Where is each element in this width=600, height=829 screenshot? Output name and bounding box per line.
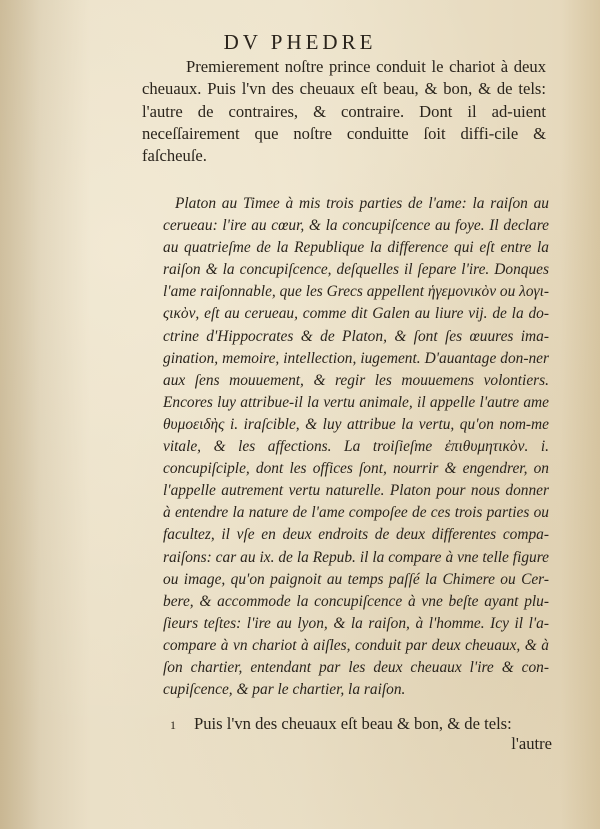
opening-text: Premierement noſtre prince conduit le chariot à deux cheuaux. Puis l'vn des cheuaux eſt beau, & bon, & de tels: l'autre de contraires, & contraire. Dont il ad-uient neceſſairement que noſtre conduitte ſoit diffi-cile & faſcheuſe. [142,57,546,166]
lemma-line [170,713,552,736]
lemma-text: Puis l'vn des cheuaux eſt beau & bon, & de tels: [194,714,512,733]
opening-paragraph [142,56,546,167]
commentary-text: Platon au Timee à mis trois parties de l'ame: la raiſon au cerueau: l'ire au cœur, & la concupiſcence au foye. Il declare au quatrieſme de la Republique la difference qui eſt entre la raiſon & la concupiſcence, deſquelles il ſepare l'ire. Donques l'ame raiſonnable, que les Grecs appellent ἡγεμονικὸν ou λογι-ςικὸν, eſt au cerueau, comme dit Galen au liure vij. de la do-ctrine d'Hippocrates & de Platon, & ſont ſes œuures ima-gination, memoire, intellection, iugement. D'auantage don-ner aux ſens mouuement, & regir les mouuemens volontiers. Encores luy attribue-il la vertu animale, il appelle l'autre ame θυμοειδὴς i. iraſcible, & luy attribue la vertu, qu'on nom-me vitale, & les affections. La troiſieſme ἐπιθυμητικὸν. i. concupiſciple, dont les offices ſont, nourrir & engendrer, on l'appelle autrement vertu naturelle. Platon pour nous donner à entendre la nature de l'ame compoſee de ces trois parties ou facultez, il vſe en deux endroits de deux differentes compa-raiſons: car au ix. de la Repub. il la compare à vne telle figure ou image, qu'on paignoit au temps paſſé la Chimere ou Cer-bere, & accommode la concupiſcence à vne beſte ayant plu-ſieurs teſtes: l'ire au lyon, & la raiſon, à l'homme. Icy il l'a-compare à vn chariot à aiſles, conduit par deux cheuaux, & à ſon chartier, entendant par les deux cheuaux l'ire & con-cupiſcence, & par le chartier, la raiſon. [163,195,549,699]
lemma-number: 1 [170,718,176,732]
commentary-block [163,193,549,701]
catchword: l'autre [511,734,552,753]
running-title: DV PHEDRE [223,30,377,54]
page-edge-stain [0,0,90,829]
